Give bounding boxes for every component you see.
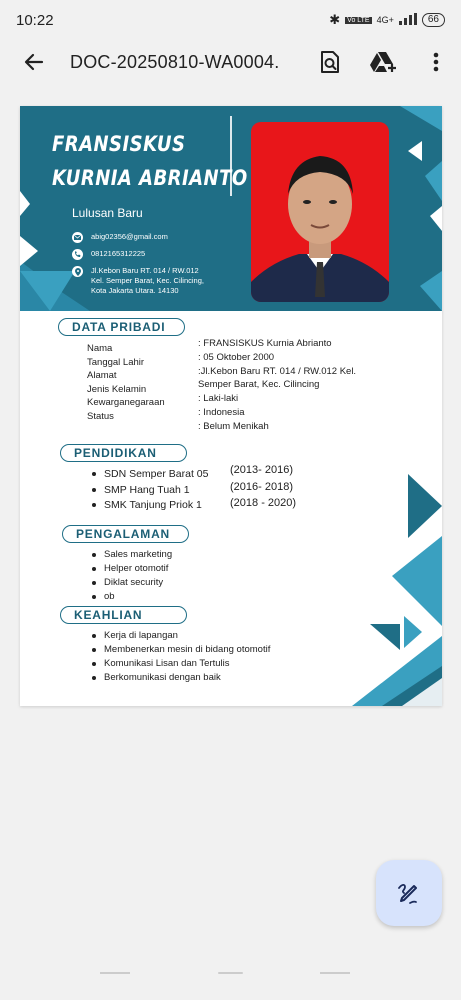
status-time: 10:22 <box>16 11 54 29</box>
nav-hint-home <box>218 972 243 974</box>
value-address-2: Semper Barat, Kec. Cilincing <box>198 379 320 391</box>
section-skills: KEAHLIAN <box>60 606 187 624</box>
label-gender: Jenis Kelamin <box>87 383 147 395</box>
address-line1: Jl.Kebon Baru RT. 014 / RW.012 <box>91 266 199 275</box>
volte-icon: Vo LTE <box>347 16 370 24</box>
list-item: SMK Tanjung Priok 1 <box>92 499 208 515</box>
list-item: Membenerkan mesin di bidang otomotif <box>92 644 270 658</box>
more-vertical-icon[interactable] <box>416 42 456 82</box>
list-item: Komunikasi Lisan dan Tertulis <box>92 658 270 672</box>
location-pin-icon <box>72 266 83 277</box>
value-address-1: :Jl.Kebon Baru RT. 014 / RW.012 Kel. <box>198 365 357 377</box>
profile-photo <box>251 122 389 302</box>
list-item: SDN Semper Barat 05 <box>92 468 208 484</box>
label-address: Alamat <box>87 370 117 382</box>
label-nationality: Kewarganegaraan <box>87 397 165 409</box>
nav-hint-left <box>100 972 130 974</box>
contact-phone <box>72 249 145 260</box>
list-item: ob <box>92 591 172 605</box>
email-icon <box>72 232 83 243</box>
label-status: Status <box>87 410 114 422</box>
email-text: abig02356@gmail.com <box>91 232 168 241</box>
contact-address <box>72 266 204 296</box>
signal-icon <box>399 13 417 27</box>
education-year: (2016- 2018) <box>230 481 293 493</box>
personal-labels <box>87 342 165 424</box>
list-item: Diklat security <box>92 577 172 591</box>
address-line3: Kota Jakarta Utara. 14130 <box>91 286 179 295</box>
battery-indicator: 66 <box>422 13 445 27</box>
section-personal: DATA PRIBADI <box>58 318 185 336</box>
list-item: Helper otomotif <box>92 563 172 577</box>
app-toolbar <box>0 40 461 84</box>
address-block <box>91 266 204 296</box>
list-item: Kerja di lapangan <box>92 630 270 644</box>
cv-name-line1: FRANSISKUS <box>52 132 186 156</box>
bluetooth-icon: ✱ <box>329 12 341 27</box>
nav-hint-right <box>320 972 350 974</box>
value-gender: : Laki-laki <box>198 393 239 405</box>
education-year: (2018 - 2020) <box>230 497 297 509</box>
phone-text: 0812165312225 <box>91 249 146 258</box>
cv-header <box>20 106 442 311</box>
value-birthdate: : 05 Oktober 2000 <box>198 351 275 363</box>
cv-name-line2: KURNIA ABRIANTO <box>52 166 248 190</box>
network-label: 4G+ <box>376 15 394 25</box>
section-education: PENDIDIKAN <box>60 444 187 462</box>
education-list <box>92 468 208 515</box>
section-experience: PENGALAMAN <box>62 525 189 543</box>
document-page[interactable] <box>20 106 442 706</box>
value-status: : Belum Menikah <box>198 420 269 432</box>
value-nationality: : Indonesia <box>198 406 245 418</box>
document-title: DOC-20250810-WA0004. <box>70 51 280 72</box>
list-item: SMP Hang Tuah 1 <box>92 484 208 500</box>
cv-subtitle: Lulusan Baru <box>72 206 143 220</box>
footer-decoration <box>342 466 442 706</box>
skills-list <box>92 630 270 686</box>
address-line2: Kel. Semper Barat, Kec. Cilincing, <box>91 276 204 285</box>
list-item: Berkomunikasi dengan baik <box>92 672 270 686</box>
status-bar <box>0 0 461 40</box>
add-to-drive-icon[interactable] <box>364 42 404 82</box>
list-item: Sales marketing <box>92 549 172 563</box>
document-search-icon[interactable] <box>310 42 350 82</box>
personal-values <box>198 337 356 434</box>
label-birthdate: Tanggal Lahir <box>87 356 145 368</box>
contact-email <box>72 232 168 243</box>
education-year: (2013- 2016) <box>230 464 293 476</box>
edit-pen-icon[interactable] <box>376 860 442 926</box>
arrow-left-icon[interactable] <box>14 42 54 82</box>
value-name: : FRANSISKUS Kurnia Abrianto <box>198 338 332 349</box>
label-name: Nama <box>87 343 113 354</box>
status-icons <box>329 12 445 28</box>
phone-icon <box>72 249 83 260</box>
experience-list <box>92 549 172 605</box>
